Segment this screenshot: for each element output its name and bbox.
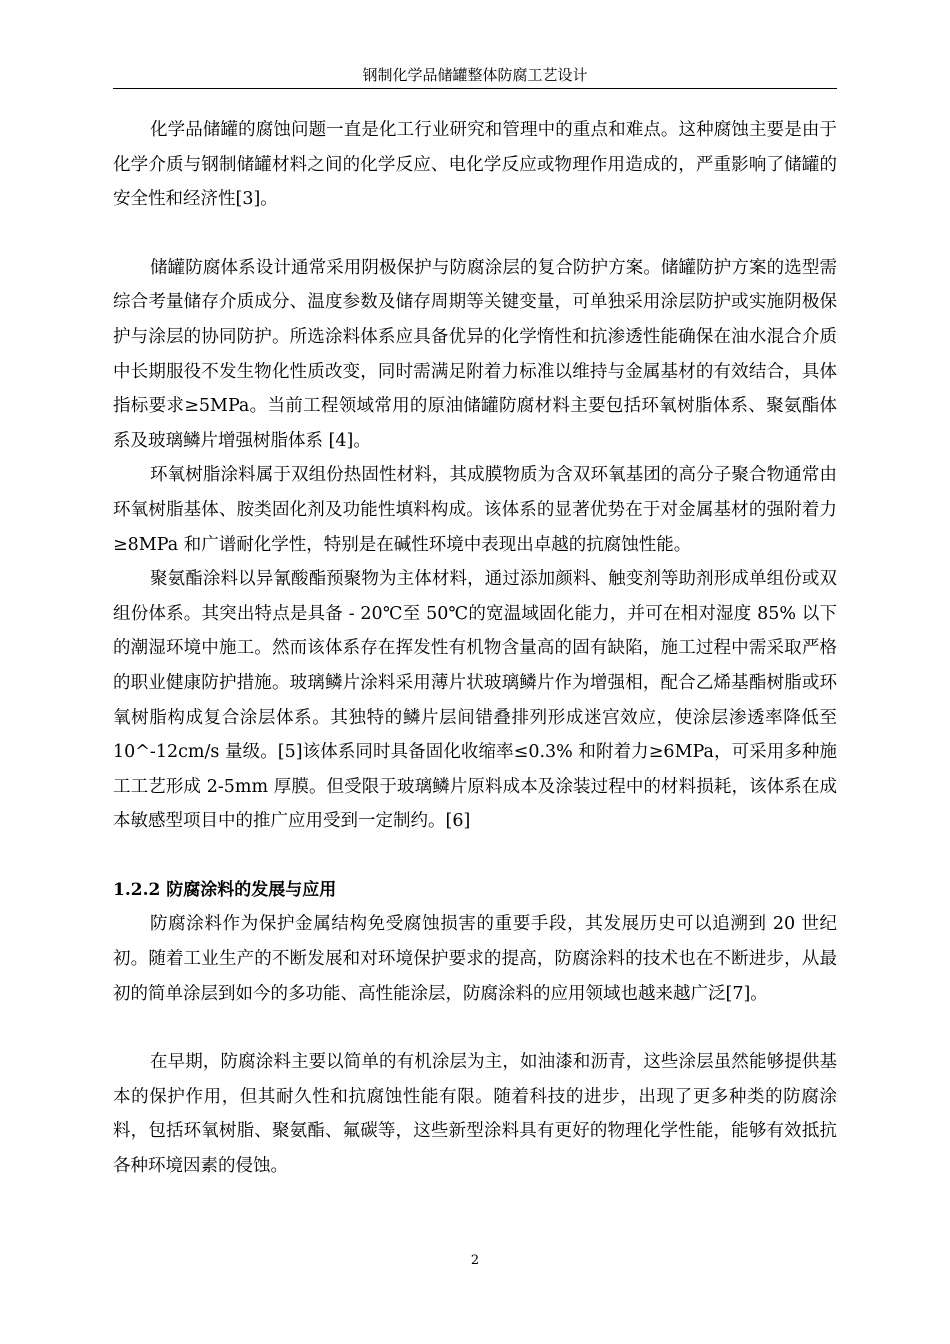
paragraph-early-coatings: 在早期，防腐涂料主要以简单的有机涂层为主，如油漆和沥青，这些涂层虽然能够提供基本的保护作用，但其耐久性和抗腐蚀性能有限。随着科技的进步，出现了更多种类的防腐涂料，包括环氧树脂、聚氨酯、氟碳等，这些新型涂料具有更好的物理化学性能，能够有效抵抗各种环境因素的侵蚀。 <box>113 1052 837 1177</box>
section-heading: 1.2.2 防腐涂料的发展与应用 <box>113 879 337 900</box>
paragraph-coating-history: 防腐涂料作为保护金属结构免受腐蚀损害的重要手段，其发展历史可以追溯到 20 世纪初。随着工业生产的不断发展和对环境保护要求的提高，防腐涂料的技术也在不断进步，从最初的简单涂层到如今的多功能、高性能涂层，防腐涂料的应用领域也越来越广泛[7]。 <box>113 914 837 1004</box>
paragraph-gap <box>113 1011 837 1045</box>
document-body <box>113 113 837 1184</box>
paragraph-epoxy-coating: 环氧树脂涂料属于双组份热固性材料，其成膜物质为含双环氧基团的高分子聚合物通常由环氧树脂基体、胺类固化剂及功能性填料构成。该体系的显著优势在于对金属基材的强附着力≥8MPa 和广谱耐化学性，特别是在碱性环境中表现出卓越的抗腐蚀性能。 <box>113 465 837 555</box>
header-rule <box>113 88 837 89</box>
paragraph-corrosion-problem: 化学品储罐的腐蚀问题一直是化工行业研究和管理中的重点和难点。这种腐蚀主要是由于化学介质与钢制储罐材料之间的化学反应、电化学反应或物理作用造成的，严重影响了储罐的安全性和经济性[3]。 <box>113 120 837 210</box>
paragraph-gap <box>113 839 837 873</box>
page-number: 2 <box>470 1253 480 1268</box>
paragraph-protection-system: 储罐防腐体系设计通常采用阴极保护与防腐涂层的复合防护方案。储罐防护方案的选型需综合考量储存介质成分、温度参数及储存周期等关键变量，可单独采用涂层防护或实施阴极保护与涂层的协同防护。所选涂料体系应具备优异的化学惰性和抗渗透性能确保在油水混合介质中长期服役不发生物化性质改变，同时需满足附着力标准以维持与金属基材的有效结合，具体指标要求≥5MPa。当前工程领域常用的原油储罐防腐材料主要包括环氧树脂体系、聚氨酯体系及玻璃鳞片增强树脂体系 [4]。 <box>113 257 837 451</box>
page-header-title: 钢制化学品储罐整体防腐工艺设计 <box>362 66 588 84</box>
paragraph-gap <box>113 217 837 251</box>
paragraph-polyurethane-glassflake: 聚氨酯涂料以异氰酸酯预聚物为主体材料，通过添加颜料、触变剂等助剂形成单组份或双组份体系。其突出特点是具备 - 20℃至 50℃的宽温域固化能力，并可在相对湿度 85% 以下的潮湿环境中施工。然而该体系存在挥发性有机物含量高的固有缺陷，施工过程中需采取严格的职业健康防护措施。玻璃鳞片涂料采用薄片状玻璃鳞片作为增强相，配合乙烯基酯树脂或环氧树脂构成复合涂层体系。其独特的鳞片层间错叠排列形成迷宫效应，使涂层渗透率降低至 10^-12cm/s 量级。[5]该体系同时具备固化收缩率≤0.3% 和附着力≥6MPa，可采用多种施工工艺形成 2-5mm 厚膜。但受限于玻璃鳞片原料成本及涂装过程中的材料损耗，该体系在成本敏感型项目中的推广应用受到一定制约。[6] <box>113 569 837 832</box>
